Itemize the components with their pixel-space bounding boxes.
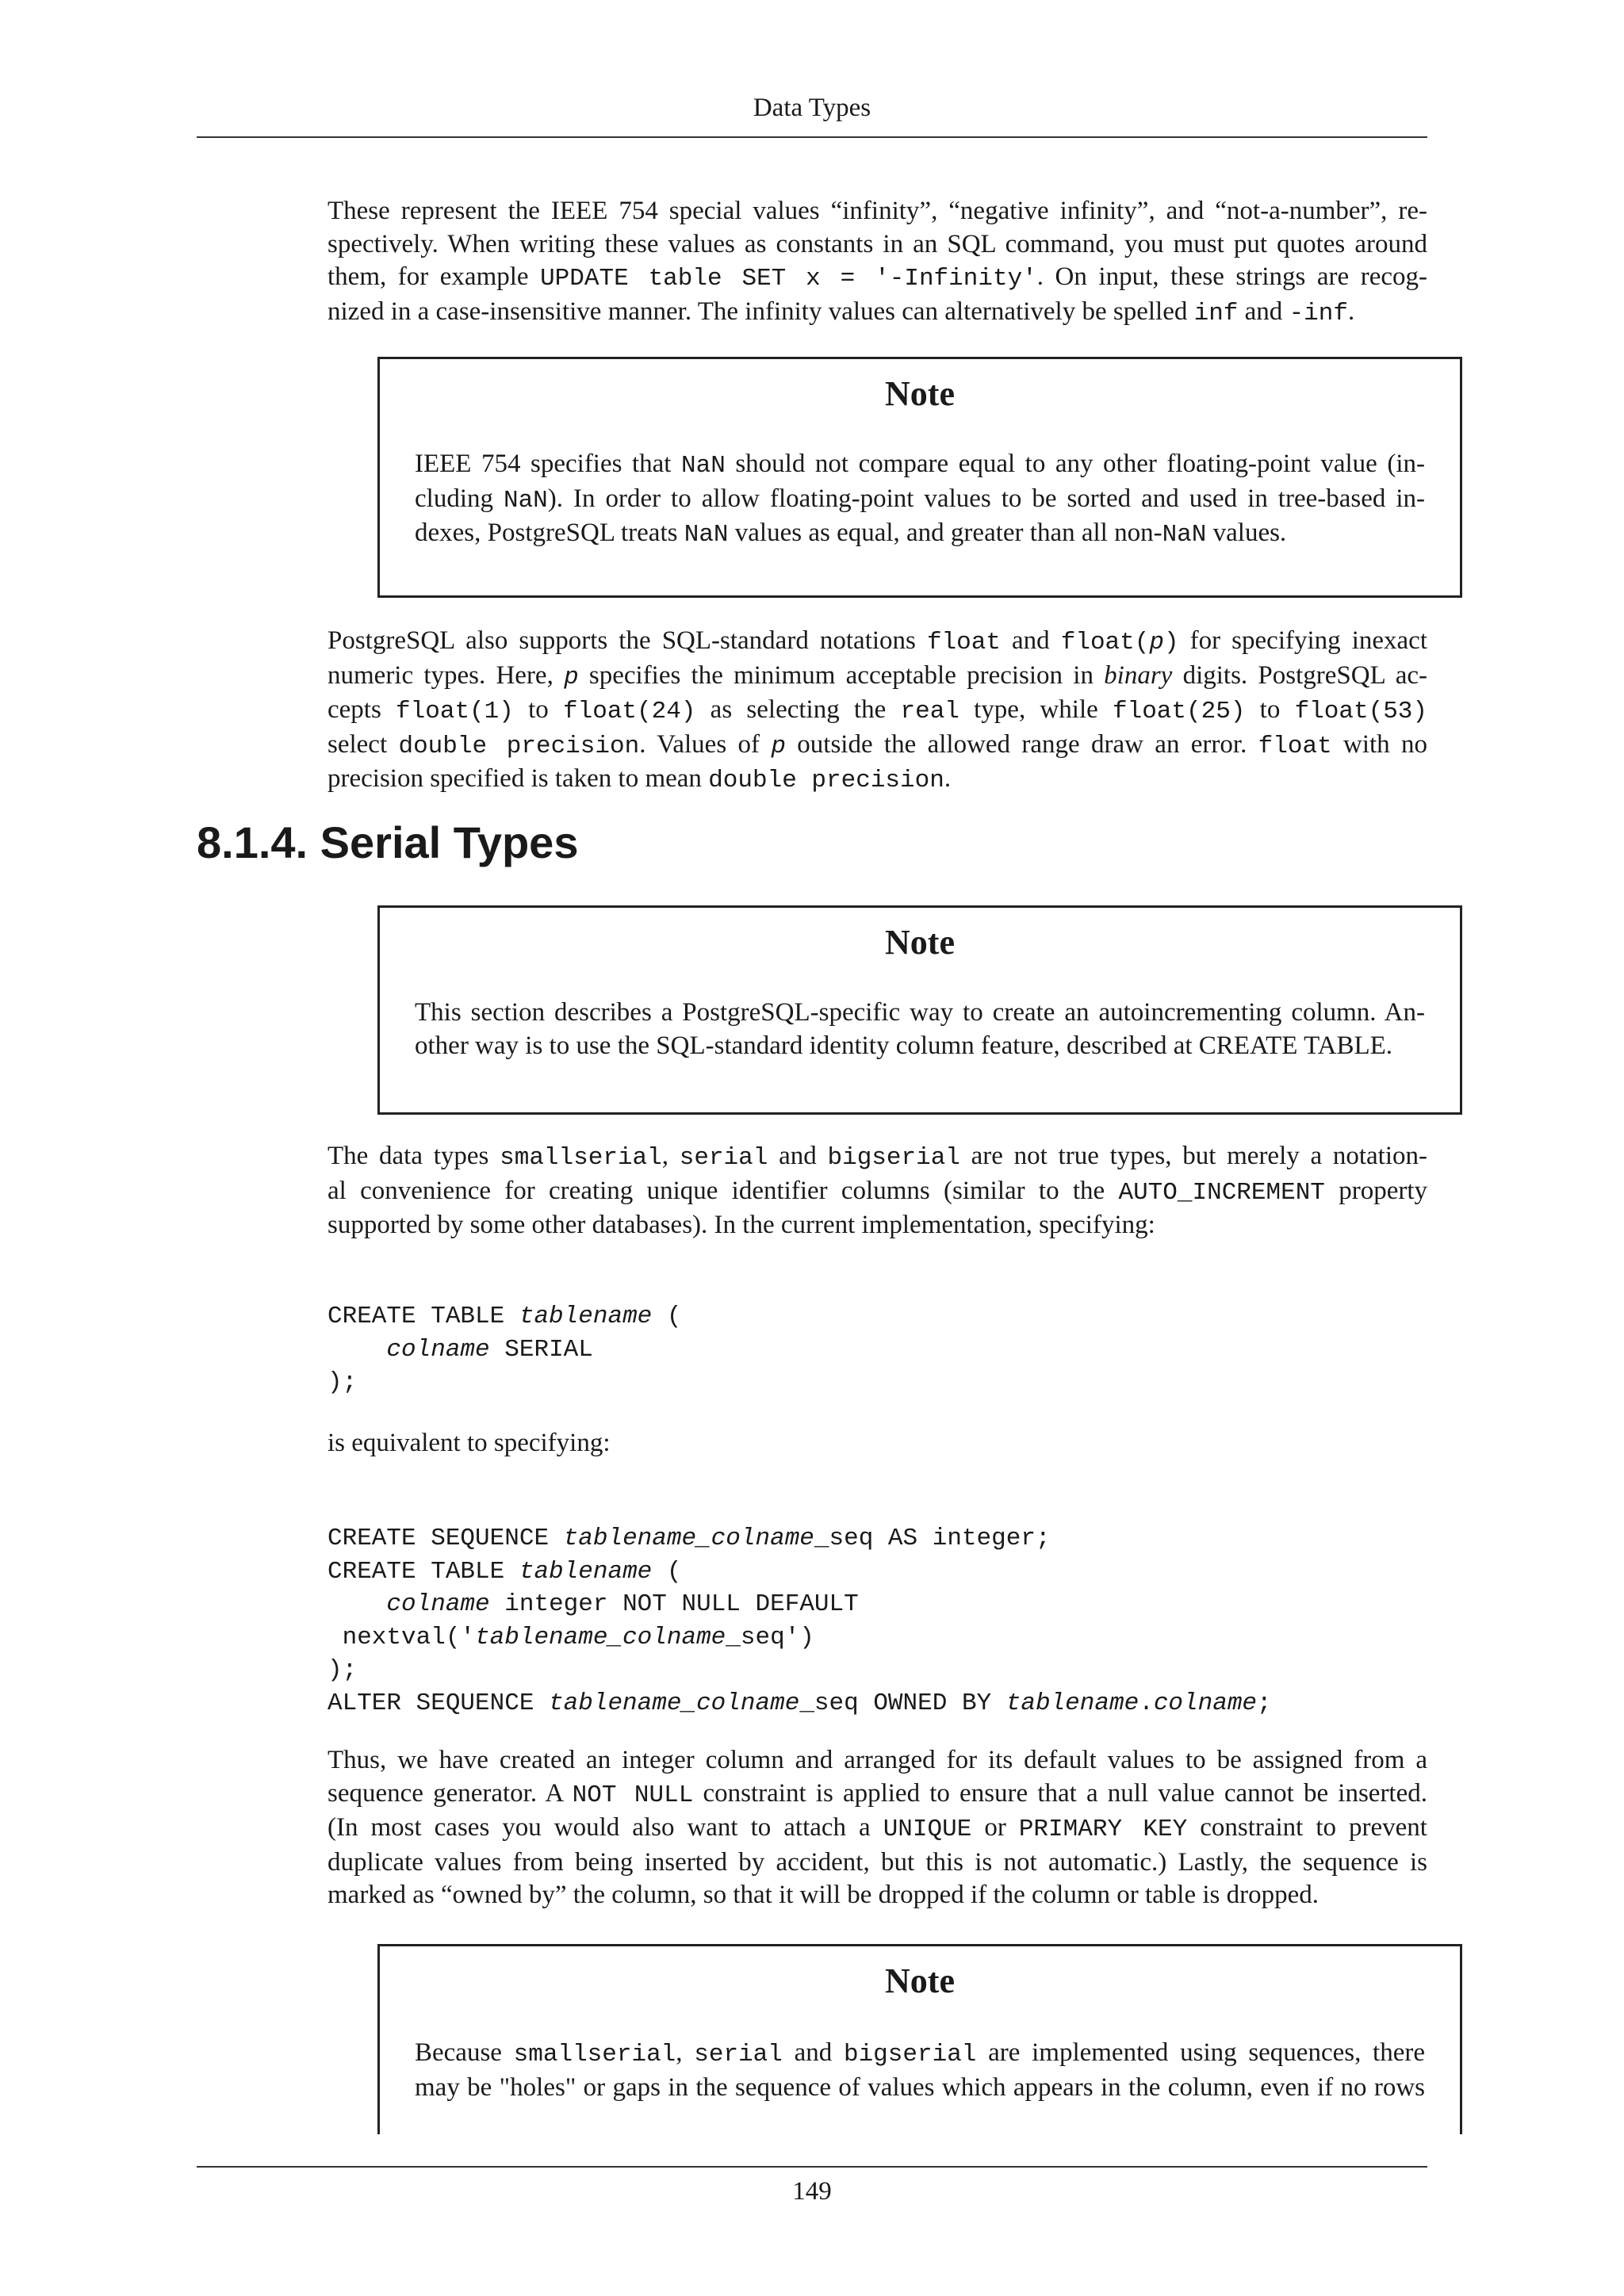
section-heading: 8.1.4. Serial Types — [197, 817, 579, 867]
text-line: supported by some other databases). In the current implementation, specifying: — [327, 1211, 1155, 1239]
float-paragraph — [327, 625, 1427, 798]
text-line: numeric types. Here, p specifies the minimum acceptable precision in binary digits. PostgreSQL ac- — [327, 660, 1427, 691]
inline-code: inf — [1193, 299, 1239, 327]
running-header: Data Types — [753, 94, 871, 122]
text-line: precision specified is taken to mean double precision. — [327, 764, 952, 794]
text-line: select double precision. Values of p outside the allowed range draw an error. float with no — [327, 729, 1428, 760]
note-title: Note — [885, 374, 955, 413]
text-line: may be "holes" or gaps in the sequence of values which appears in the column, even if no rows — [415, 2072, 1425, 2102]
text-line: The data types smallserial, serial and bigserial are not true types, but merely a notation- — [327, 1142, 1427, 1172]
text-line: cepts float(1) to float(24) as selecting the real type, while float(25) to float(53) — [327, 695, 1428, 725]
text-line: IEEE 754 specifies that NaN should not compare equal to any other floating-point value (in- — [415, 450, 1425, 480]
text-line: marked as “owned by” the column, so that it will be dropped if the column or table is dropped. — [327, 1881, 1320, 1909]
text-line: nized in a case-insensitive manner. The infinity values can alternatively be spelled inf and -inf. — [327, 297, 1355, 327]
thus-paragraph — [327, 1744, 1427, 1912]
equivalent-text: is equivalent to specifying: — [327, 1429, 611, 1457]
inline-code: NaN — [503, 486, 548, 515]
text-line: This section describes a PostgreSQL-specific way to create an autoincrementing column. An- — [415, 998, 1425, 1027]
code-block: CREATE TABLE tablename ( colname SERIAL ); — [327, 1303, 682, 1396]
text-line: duplicate values from being inserted by accident, but this is not automatic.) Lastly, the sequence is — [327, 1847, 1427, 1877]
note-box — [377, 1944, 1462, 2134]
text-line: cluding NaN). In order to allow floating-point values to be sorted and used in tree-based in- — [415, 484, 1425, 515]
note-title: Note — [885, 1961, 955, 2000]
note-body — [415, 448, 1425, 552]
serial-paragraph — [327, 1140, 1427, 1242]
text-line: PostgreSQL also supports the SQL-standard notations float and float(p) for specifying inexact — [327, 626, 1427, 656]
text-line: spectively. When writing these values as constants in an SQL command, you must put quotes around — [327, 229, 1427, 258]
inline-code: NaN — [684, 521, 729, 549]
text-line: them, for example UPDATE table SET x = '-Infinity'. On input, these strings are recog- — [327, 262, 1427, 293]
text-line: These represent the IEEE 754 special values “infinity”, “negative infinity”, and “not-a-number”, re- — [327, 197, 1427, 225]
text-line: sequence generator. A NOT NULL constraint is applied to ensure that a null value cannot be inserted. — [327, 1778, 1428, 1809]
note-box — [377, 905, 1462, 1115]
code-block: CREATE SEQUENCE tablename_colname_seq AS integer; CREATE TABLE tablename ( colname integer NOT NULL DEFAULT nextval('tablename_colname_seq') ); ALTER SEQUENCE tablename_colname_seq OWNED BY tablename.colname; — [327, 1525, 1272, 1717]
text-line: dexes, PostgreSQL treats NaN values as equal, and greater than all non-NaN values. — [415, 519, 1287, 549]
inline-code: NaN — [681, 452, 726, 480]
inline-code: UPDATE table SET x = '-Infinity' — [540, 265, 1037, 293]
text-line: (In most cases you would also want to attach a UNIQUE or PRIMARY KEY constraint to prevent — [327, 1813, 1427, 1843]
inline-code: NaN — [1162, 521, 1207, 549]
note-body — [415, 2037, 1425, 2104]
note-box — [377, 357, 1462, 598]
header-rule — [197, 136, 1427, 138]
note-body — [415, 997, 1425, 1062]
note-title: Note — [885, 923, 955, 962]
text-line: Thus, we have created an integer column and arranged for its default values to be assigned from a — [327, 1746, 1427, 1774]
page-number: 149 — [792, 2177, 832, 2206]
intro-paragraph — [327, 195, 1427, 330]
text-line: other way is to use the SQL-standard identity column feature, described at CREATE TABLE. — [415, 1031, 1393, 1060]
text-line: al convenience for creating unique identifier columns (similar to the AUTO_INCREMENT property — [327, 1176, 1427, 1207]
footer-rule — [197, 2166, 1427, 2168]
inline-code: -inf — [1289, 299, 1348, 327]
text-line: Because smallserial, serial and bigserial are implemented using sequences, there — [415, 2038, 1425, 2068]
